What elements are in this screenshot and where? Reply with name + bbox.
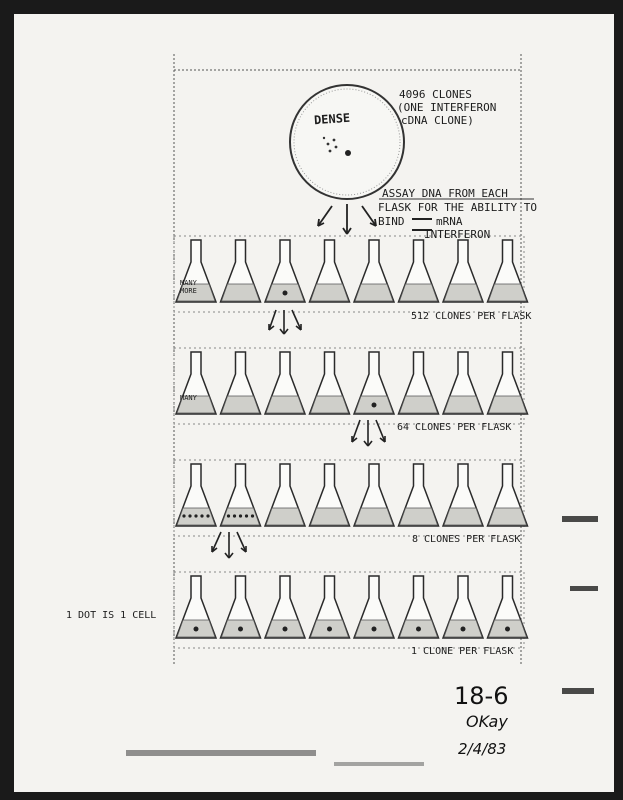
flask-row-2	[174, 348, 528, 424]
flask	[176, 464, 216, 526]
colony-dot	[245, 514, 248, 517]
colony-dot	[327, 627, 332, 632]
copy-noise	[562, 688, 594, 694]
flask-liquid	[311, 396, 349, 413]
flask	[354, 352, 394, 414]
flask	[265, 352, 305, 414]
colony-dot	[461, 627, 466, 632]
flask	[443, 576, 483, 638]
copy-noise	[562, 516, 598, 522]
assay-note-line-2: FLASK FOR THE ABILITY TO	[378, 201, 537, 214]
side-note: 1 DOT IS 1 CELL	[66, 610, 157, 621]
flask-label-many-more-2: MORE	[180, 287, 197, 295]
row-caption-3: 8 CLONES PER FLASK	[412, 534, 521, 545]
flask	[443, 464, 483, 526]
flask	[354, 576, 394, 638]
flask-liquid	[444, 284, 482, 301]
flask	[354, 464, 394, 526]
flask	[265, 576, 305, 638]
flask-row-4	[174, 572, 528, 648]
handwritten-number: 18-6	[454, 682, 509, 710]
document-page	[14, 14, 614, 792]
copy-noise	[570, 586, 598, 591]
colony-dot	[206, 514, 209, 517]
row-caption-4: 1 CLONE PER FLASK	[411, 646, 514, 657]
row-caption-1: 512 CLONES PER FLASK	[411, 311, 532, 322]
assay-note-line-4: INTERFERON	[424, 228, 491, 241]
flask-liquid	[400, 284, 438, 301]
flask-liquid	[266, 396, 304, 413]
colony-dot	[372, 403, 377, 408]
flask-liquid	[400, 508, 438, 525]
flask	[310, 240, 350, 302]
flask	[443, 240, 483, 302]
copy-noise	[126, 750, 316, 756]
flask-liquid	[222, 396, 260, 413]
flask	[399, 240, 439, 302]
colony-dot	[194, 627, 199, 632]
colony-dot	[238, 627, 243, 632]
flask	[399, 352, 439, 414]
flask-liquid	[444, 508, 482, 525]
row-caption-2: 64 CLONES PER FLASK	[397, 422, 512, 433]
flask	[221, 240, 261, 302]
flask	[176, 576, 216, 638]
flask-liquid	[311, 284, 349, 301]
flask	[310, 464, 350, 526]
colony-dot	[194, 514, 197, 517]
flask-liquid	[489, 284, 527, 301]
assay-note-line-3a: BIND	[378, 215, 405, 228]
petri-dish	[290, 85, 404, 199]
plate-caption-line-1: 4096 CLONES	[399, 88, 472, 101]
colony-dot	[239, 514, 242, 517]
plate-label: DENSE	[313, 110, 351, 128]
flask	[221, 576, 261, 638]
flask	[265, 240, 305, 302]
plate-arrows	[318, 204, 376, 234]
flask	[221, 464, 261, 526]
copy-noise	[334, 762, 424, 766]
colony-dot	[227, 514, 230, 517]
flask	[399, 576, 439, 638]
handwritten-date: 2/4/83	[458, 740, 507, 758]
flask	[310, 576, 350, 638]
colony-dot	[200, 514, 203, 517]
flask-liquid	[400, 396, 438, 413]
flask	[443, 352, 483, 414]
flask	[265, 464, 305, 526]
handwritten-approval: OKay	[466, 712, 508, 731]
flask-liquid	[311, 508, 349, 525]
plate-caption-line-3: cDNA CLONE)	[401, 114, 474, 127]
colony-dot	[372, 627, 377, 632]
colony-dot	[416, 627, 421, 632]
flask-row-1	[174, 236, 528, 312]
flask-liquid	[489, 508, 527, 525]
colony-dot	[233, 514, 236, 517]
flask-label-many: MANY	[180, 394, 197, 402]
flask-liquid	[444, 396, 482, 413]
assay-note-line-1: ASSAY DNA FROM EACH	[382, 187, 508, 200]
colony-dot	[182, 514, 185, 517]
colony-dot	[283, 627, 288, 632]
flask	[399, 464, 439, 526]
flask-liquid	[266, 508, 304, 525]
flask-liquid	[355, 284, 393, 301]
flask	[176, 352, 216, 414]
flask-liquid	[489, 396, 527, 413]
flask	[221, 352, 261, 414]
cloning-diagram	[14, 14, 614, 792]
colony-dot	[251, 514, 254, 517]
flask-row-3	[174, 460, 528, 536]
colony-dot	[188, 514, 191, 517]
colony-dot	[283, 291, 288, 296]
assay-note-line-3b: mRNA	[436, 215, 463, 228]
flask-liquid	[222, 284, 260, 301]
colony-dot	[505, 627, 510, 632]
flask-label-many-more-1: MANY	[180, 279, 197, 287]
plate-caption-line-2: (ONE INTERFERON	[397, 101, 497, 114]
flask	[310, 352, 350, 414]
flask	[354, 240, 394, 302]
flask-liquid	[355, 508, 393, 525]
